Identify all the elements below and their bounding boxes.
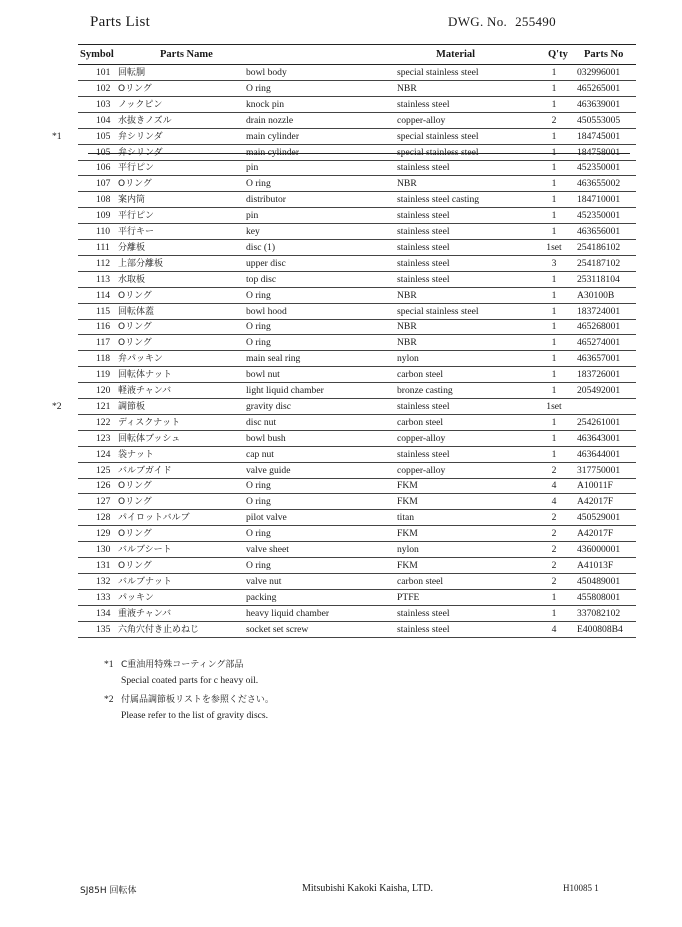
- japanese-name-cell: Oリング: [118, 322, 152, 333]
- symbol-cell: 106: [96, 162, 111, 174]
- japanese-name-cell: Oリング: [118, 481, 152, 492]
- parts-no-cell: 463655002: [577, 178, 621, 190]
- quantity-cell: 1: [551, 432, 557, 444]
- quantity-cell: 1: [551, 289, 557, 301]
- table-top-rule: [78, 44, 636, 45]
- table-row: [0, 447, 682, 463]
- symbol-cell: 110: [96, 226, 111, 237]
- material-cell: NBR: [397, 321, 417, 333]
- material-cell: stainless steel: [397, 98, 450, 110]
- table-row: [0, 431, 682, 447]
- symbol-cell: 103: [96, 98, 111, 110]
- col-header-material: Material: [436, 49, 476, 60]
- table-row: [0, 176, 682, 192]
- table-row: [0, 65, 682, 81]
- material-cell: stainless steel: [397, 623, 450, 635]
- japanese-name-cell: 案内筒: [118, 195, 146, 206]
- parts-no-cell: 450489001: [577, 575, 621, 587]
- japanese-name-cell: 平行キー: [118, 227, 155, 237]
- parts-name-cell: O ring: [246, 337, 271, 349]
- symbol-cell: 120: [96, 385, 111, 396]
- japanese-name-cell: 平行ピン: [118, 163, 155, 174]
- parts-name-cell: pin: [246, 162, 259, 174]
- parts-no-cell: 436000001: [577, 544, 621, 555]
- table-row: [0, 351, 682, 367]
- table-row: [0, 192, 682, 208]
- material-cell: stainless steel: [397, 226, 450, 237]
- material-cell: bronze casting: [397, 385, 453, 396]
- material-cell: NBR: [397, 337, 417, 349]
- parts-no-cell: A42017F: [577, 496, 614, 508]
- symbol-cell: 117: [96, 337, 111, 349]
- material-cell: stainless steel: [397, 210, 450, 222]
- japanese-name-cell: 弁パッキン: [118, 354, 163, 365]
- parts-no-cell: 452350001: [577, 162, 621, 174]
- symbol-cell: 108: [96, 194, 111, 206]
- parts-name-cell: upper disc: [246, 257, 286, 269]
- quantity-cell: 1: [551, 416, 557, 428]
- symbol-cell: 126: [96, 480, 111, 492]
- material-cell: stainless steel casting: [397, 194, 480, 206]
- japanese-name-cell: バルブナット: [118, 576, 172, 587]
- material-cell: nylon: [397, 353, 419, 365]
- symbol-cell: 115: [96, 305, 111, 317]
- symbol-mark-cell: *1: [52, 130, 62, 142]
- table-row: [0, 240, 682, 256]
- japanese-name-cell: 調節板: [118, 401, 146, 412]
- material-cell: special stainless steel: [397, 130, 479, 142]
- japanese-name-cell: 重液チャンバ: [118, 608, 172, 619]
- material-cell: NBR: [397, 82, 417, 94]
- parts-name-cell: valve guide: [246, 464, 291, 476]
- symbol-cell: 119: [96, 369, 111, 381]
- symbol-cell: 134: [96, 607, 111, 619]
- material-cell: carbon steel: [397, 416, 444, 428]
- symbol-cell: 123: [96, 432, 111, 444]
- quantity-cell: 1: [551, 321, 557, 333]
- quantity-cell: 1: [551, 194, 557, 206]
- symbol-cell: 111: [96, 241, 110, 253]
- japanese-name-cell: 平行ピン: [118, 211, 155, 222]
- table-row: [0, 526, 682, 542]
- japanese-name-cell: Oリング: [118, 179, 152, 190]
- table-row: [0, 590, 682, 606]
- col-header-parts-no: Parts No: [584, 49, 624, 60]
- table-row: [0, 415, 682, 431]
- table-row: [0, 288, 682, 304]
- table-row: [0, 319, 682, 335]
- parts-name-cell: distributor: [246, 194, 286, 206]
- symbol-cell: 116: [96, 321, 111, 333]
- table-row: [0, 224, 682, 240]
- quantity-cell: 1: [551, 162, 557, 174]
- symbol-cell: 131: [96, 559, 111, 571]
- quantity-cell: 1: [551, 385, 557, 396]
- parts-name-cell: top disc: [246, 273, 277, 285]
- table-row: [0, 129, 682, 145]
- quantity-cell: 1: [551, 130, 557, 142]
- symbol-cell: 122: [96, 416, 111, 428]
- parts-name-cell: cap nut: [246, 448, 274, 460]
- quantity-cell: 1: [551, 591, 557, 603]
- footer-model: SJ85H 回転体: [80, 886, 137, 896]
- symbol-cell: 124: [96, 448, 111, 460]
- strikethrough-line: [88, 153, 630, 154]
- material-cell: stainless steel: [397, 241, 450, 253]
- symbol-cell: 112: [96, 257, 111, 269]
- japanese-name-cell: 回転体蓋: [118, 306, 155, 317]
- japanese-name-cell: Oリング: [118, 497, 152, 508]
- symbol-cell: 133: [96, 591, 111, 603]
- table-row: [0, 113, 682, 129]
- footer-doc-code: H10085 1: [563, 883, 599, 893]
- parts-name-cell: socket set screw: [246, 623, 309, 635]
- parts-no-cell: 254261001: [577, 416, 621, 428]
- material-cell: nylon: [397, 544, 419, 555]
- parts-no-cell: 317750001: [577, 464, 621, 476]
- parts-name-cell: gravity disc: [246, 400, 292, 412]
- quantity-cell: 1: [551, 273, 557, 285]
- parts-no-cell: 465274001: [577, 337, 621, 349]
- page-title: Parts List: [90, 14, 151, 30]
- table-row: [0, 256, 682, 272]
- parts-no-cell: 463639001: [577, 98, 621, 110]
- table-row: [0, 542, 682, 558]
- notes: [104, 657, 274, 723]
- japanese-name-cell: パイロットバルブ: [118, 513, 190, 524]
- table-row: [0, 494, 682, 510]
- japanese-name-cell: Oリング: [118, 290, 152, 301]
- table-row: [0, 335, 682, 351]
- quantity-cell: 1: [551, 210, 557, 222]
- quantity-cell: 4: [551, 496, 557, 508]
- parts-no-cell: 254186102: [577, 241, 621, 253]
- material-cell: stainless steel: [397, 162, 450, 174]
- parts-no-cell: 205492001: [577, 385, 621, 396]
- symbol-cell: 121: [96, 400, 111, 412]
- parts-no-cell: 465265001: [577, 82, 621, 94]
- japanese-name-cell: 上部分離板: [118, 258, 164, 269]
- symbol-cell: 125: [96, 464, 111, 476]
- parts-name-cell: bowl nut: [246, 369, 280, 381]
- footer-company: Mitsubishi Kakoki Kaisha, LTD.: [302, 883, 434, 894]
- parts-no-cell: 463643001: [577, 432, 621, 444]
- symbol-cell: 135: [96, 623, 111, 635]
- japanese-name-cell: 弁シリンダ: [118, 131, 163, 142]
- parts-no-cell: 183726001: [577, 369, 621, 381]
- parts-no-cell: 254187102: [577, 257, 621, 269]
- material-cell: NBR: [397, 178, 417, 190]
- quantity-cell: 1: [551, 305, 557, 317]
- material-cell: FKM: [397, 480, 418, 492]
- japanese-name-cell: ディスクナット: [118, 417, 181, 428]
- table-row: [0, 272, 682, 288]
- quantity-cell: 2: [551, 544, 557, 555]
- quantity-cell: 1: [551, 67, 557, 78]
- parts-name-cell: O ring: [246, 480, 271, 492]
- japanese-name-cell: バルブシート: [118, 545, 172, 555]
- table-row: [0, 463, 682, 479]
- japanese-name-cell: 回転体ブッシュ: [118, 433, 181, 444]
- japanese-name-cell: 袋ナット: [118, 449, 154, 460]
- parts-no-cell: 455808001: [577, 591, 621, 603]
- parts-no-cell: 183724001: [577, 305, 621, 317]
- parts-name-cell: bowl hood: [246, 305, 287, 317]
- parts-name-cell: valve nut: [246, 575, 282, 587]
- material-cell: PTFE: [397, 591, 420, 603]
- symbol-cell: 102: [96, 82, 111, 94]
- japanese-name-cell: 回転胴: [118, 68, 146, 78]
- parts-name-cell: bowl body: [246, 67, 287, 78]
- quantity-cell: 1: [551, 226, 557, 237]
- symbol-cell: 129: [96, 528, 111, 540]
- col-header-symbol: Symbol: [80, 49, 114, 60]
- symbol-cell: 114: [96, 289, 111, 301]
- parts-name-cell: heavy liquid chamber: [246, 607, 330, 619]
- parts-name-cell: O ring: [246, 528, 271, 540]
- note-1-en: Special coated parts for c heavy oil.: [121, 675, 259, 686]
- table-row: [0, 478, 682, 494]
- symbol-cell: 130: [96, 544, 111, 555]
- japanese-name-cell: バルブガイド: [118, 465, 172, 476]
- quantity-cell: 1: [551, 369, 557, 381]
- table-row: [0, 383, 682, 399]
- material-cell: stainless steel: [397, 400, 450, 412]
- dwg-label: DWG. No.: [448, 14, 508, 29]
- symbol-cell: 118: [96, 353, 111, 365]
- material-cell: special stainless steel: [397, 67, 479, 78]
- parts-name-cell: main seal ring: [246, 353, 301, 365]
- parts-no-cell: 184745001: [577, 130, 621, 142]
- japanese-name-cell: 軽液チャンバ: [118, 386, 172, 396]
- material-cell: stainless steel: [397, 607, 450, 619]
- table-row: [0, 622, 682, 638]
- material-cell: copper-alloy: [397, 114, 446, 126]
- symbol-cell: 107: [96, 178, 111, 190]
- parts-name-cell: main cylinder: [246, 130, 300, 142]
- japanese-name-cell: 回転体ナット: [118, 370, 172, 381]
- table-row: [0, 81, 682, 97]
- parts-no-cell: 465268001: [577, 321, 621, 333]
- japanese-name-cell: Oリング: [118, 529, 152, 540]
- japanese-name-cell: 水抜きノズル: [118, 115, 172, 126]
- parts-name-cell: O ring: [246, 289, 271, 301]
- material-cell: FKM: [397, 496, 418, 508]
- table-row: [0, 399, 682, 415]
- japanese-name-cell: Oリング: [118, 83, 152, 94]
- quantity-cell: 1: [551, 98, 557, 110]
- japanese-name-cell: パッキン: [118, 592, 154, 603]
- quantity-cell: 1: [551, 178, 557, 190]
- parts-no-cell: 184758001: [577, 146, 621, 158]
- parts-name-cell: knock pin: [246, 98, 285, 110]
- japanese-name-cell: 弁シリンダ: [118, 147, 163, 158]
- parts-no-cell: A42017F: [577, 528, 614, 540]
- table-row: [0, 208, 682, 224]
- japanese-name-cell: 六角穴付き止めねじ: [118, 624, 200, 635]
- parts-name-cell: key: [246, 226, 260, 237]
- note-2: *2 付属品調節板リストを参照ください。: [104, 694, 274, 705]
- col-header-parts-name: Parts Name: [160, 49, 213, 60]
- material-cell: NBR: [397, 289, 417, 301]
- table-row: [0, 574, 682, 590]
- col-header-qty: Q'ty: [548, 49, 568, 60]
- symbol-cell: 128: [96, 512, 111, 524]
- parts-name-cell: O ring: [246, 496, 271, 508]
- quantity-cell: 2: [551, 512, 557, 524]
- symbol-cell: 127: [96, 496, 111, 508]
- quantity-cell: 4: [551, 623, 557, 635]
- japanese-name-cell: 水取板: [118, 274, 146, 285]
- table-row: [0, 367, 682, 383]
- parts-no-cell: E400808B4: [577, 623, 623, 635]
- parts-no-cell: 450529001: [577, 512, 621, 524]
- row-divider: [78, 637, 636, 638]
- quantity-cell: 1: [551, 607, 557, 619]
- parts-no-cell: 452350001: [577, 210, 621, 222]
- parts-name-cell: disc (1): [246, 241, 276, 253]
- parts-no-cell: 450553005: [577, 114, 621, 126]
- parts-name-cell: O ring: [246, 82, 271, 94]
- parts-no-cell: 463657001: [577, 353, 621, 365]
- table-row: [0, 97, 682, 113]
- dwg-number: 255490: [515, 14, 556, 29]
- quantity-cell: 1: [551, 146, 557, 158]
- parts-name-cell: O ring: [246, 559, 271, 571]
- parts-name-cell: disc nut: [246, 416, 277, 428]
- parts-no-cell: A30100B: [577, 289, 615, 301]
- symbol-cell: 104: [96, 114, 111, 126]
- material-cell: stainless steel: [397, 273, 450, 285]
- japanese-name-cell: 分離板: [118, 242, 146, 253]
- parts-no-cell: 463644001: [577, 448, 621, 460]
- quantity-cell: 2: [551, 559, 557, 571]
- quantity-cell: 1: [551, 353, 557, 365]
- parts-name-cell: pilot valve: [246, 512, 287, 524]
- material-cell: stainless steel: [397, 448, 450, 460]
- quantity-cell: 1: [551, 82, 557, 94]
- symbol-cell: 109: [96, 210, 111, 222]
- symbol-cell: 105: [96, 146, 111, 158]
- table-row: [0, 606, 682, 622]
- quantity-cell: 2: [551, 575, 557, 587]
- quantity-cell: 3: [551, 257, 557, 269]
- material-cell: copper-alloy: [397, 464, 446, 476]
- parts-name-cell: valve sheet: [246, 544, 289, 555]
- parts-name-cell: packing: [246, 591, 277, 603]
- table-row: [0, 510, 682, 526]
- parts-name-cell: main cylinder: [246, 146, 300, 158]
- material-cell: special stainless steel: [397, 305, 479, 317]
- symbol-cell: 105: [96, 130, 111, 142]
- table-row: [0, 160, 682, 176]
- symbol-cell: 113: [96, 273, 111, 285]
- parts-name-cell: bowl bush: [246, 432, 286, 444]
- material-cell: carbon steel: [397, 575, 444, 587]
- parts-name-cell: drain nozzle: [246, 114, 294, 126]
- quantity-cell: 2: [551, 114, 557, 126]
- symbol-mark-cell: *2: [52, 400, 62, 412]
- symbol-cell: 101: [96, 67, 111, 78]
- parts-no-cell: 463656001: [577, 226, 621, 237]
- quantity-cell: 1: [551, 448, 557, 460]
- quantity-cell: 4: [551, 480, 557, 492]
- symbol-cell: 132: [96, 575, 111, 587]
- parts-name-cell: light liquid chamber: [246, 385, 324, 396]
- parts-name-cell: pin: [246, 210, 259, 222]
- table-row: [0, 558, 682, 574]
- parts-name-cell: O ring: [246, 321, 271, 333]
- japanese-name-cell: ノックピン: [118, 99, 163, 110]
- material-cell: FKM: [397, 528, 418, 540]
- parts-no-cell: 337082102: [577, 607, 621, 619]
- note-2-en: Please refer to the list of gravity discs.: [121, 710, 269, 721]
- table-row: [0, 304, 682, 320]
- parts-name-cell: O ring: [246, 178, 271, 190]
- table-row: [0, 145, 682, 161]
- material-cell: stainless steel: [397, 257, 450, 269]
- quantity-cell: 1set: [546, 400, 562, 412]
- material-cell: special stainless steel: [397, 146, 479, 158]
- parts-no-cell: A10011F: [577, 480, 613, 492]
- drawing-number: [448, 14, 556, 30]
- material-cell: FKM: [397, 559, 418, 571]
- japanese-name-cell: Oリング: [118, 338, 152, 349]
- quantity-cell: 2: [551, 464, 557, 476]
- japanese-name-cell: Oリング: [118, 560, 152, 571]
- quantity-cell: 1: [551, 337, 557, 349]
- material-cell: titan: [397, 512, 415, 524]
- parts-no-cell: 032996001: [577, 67, 621, 78]
- quantity-cell: 1set: [546, 241, 562, 253]
- material-cell: copper-alloy: [397, 432, 446, 444]
- parts-no-cell: A41013F: [577, 559, 614, 571]
- quantity-cell: 2: [551, 528, 557, 540]
- note-1: *1 C重油用特殊コーティング部品: [104, 659, 244, 670]
- parts-no-cell: 253118104: [577, 273, 620, 285]
- parts-no-cell: 184710001: [577, 194, 621, 206]
- material-cell: carbon steel: [397, 369, 444, 381]
